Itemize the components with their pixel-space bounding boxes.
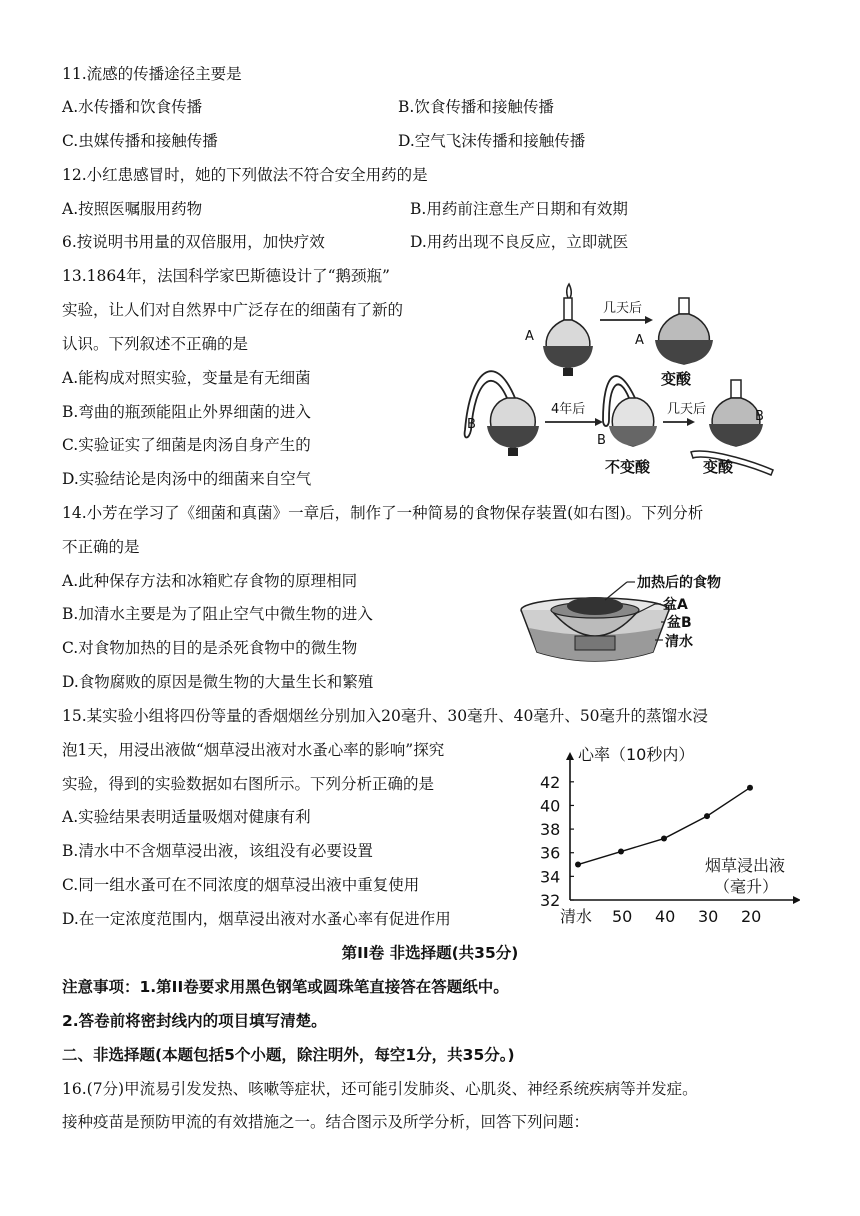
q13-option-d: D.实验结论是肉汤中的细菌来自空气	[62, 470, 312, 488]
chart-x-tick-label: 40	[655, 907, 676, 926]
section-2-title: 第II卷 非选择题(共35分)	[341, 944, 519, 962]
flask-a-after-label: A	[635, 333, 644, 348]
chart-x-label-2: （毫升）	[714, 877, 779, 896]
flask-b-label-2: B	[597, 433, 606, 448]
q15-option-a: A.实验结果表明适量吸烟对健康有利	[62, 808, 311, 826]
flask-a-label: A	[525, 329, 534, 344]
label-water: 清水	[665, 634, 693, 650]
q11-option-c: C.虫媒传播和接触传播	[62, 132, 218, 150]
chart-point	[618, 849, 624, 855]
chart-point	[575, 862, 581, 868]
chart-point	[747, 785, 753, 791]
heart-rate-chart	[530, 740, 800, 935]
flask-b-label-1: B	[467, 417, 476, 432]
arrow-days-label-1: 几天后	[603, 301, 643, 316]
chart-x-tick-label: 清水	[560, 907, 593, 926]
q15-option-d: D.在一定浓度范围内，烟草浸出液对水蚤心率有促进作用	[62, 910, 451, 928]
q12-option-b: B.用药前注意生产日期和有效期	[410, 200, 628, 218]
chart-y-tick-label: 34	[540, 867, 561, 887]
q12-option-a: A.按照医嘱服用药物	[62, 200, 203, 218]
q14-option-d: D.食物腐败的原因是微生物的大量生长和繁殖	[62, 673, 374, 691]
q16-stem-1: 16.(7分)甲流易引发发热、咳嗽等症状，还可能引发肺炎、心肌炎、神经系统疾病等并发症。	[62, 1080, 698, 1098]
chart-y-axis-arrow	[566, 752, 574, 760]
q14-stem-2: 不正确的是	[62, 538, 140, 556]
chart-series-line	[578, 788, 750, 865]
q11-stem: 11.流感的传播途径主要是	[62, 65, 242, 83]
q16-stem-2: 接种疫苗是预防甲流的有效措施之一。结合图示及所学分析，回答下列问题：	[62, 1113, 590, 1131]
swan-neck-flask-figure	[455, 280, 785, 480]
chart-axes	[540, 752, 800, 926]
section-2-note-2: 2.答卷前将密封线内的项目填写清楚。	[62, 1012, 327, 1030]
chart-x-label-1: 烟草浸出液	[705, 856, 786, 875]
part-2-title: 二、非选择题(本题包括5个小题，除注明外，每空1分，共35分。)	[62, 1046, 515, 1064]
q13-stem-2: 实验，让人们对自然界中广泛存在的细菌有了新的	[62, 301, 404, 319]
q12-option-c: 6.按说明书用量的双倍服用，加快疗效	[62, 233, 325, 251]
chart-point	[661, 836, 667, 842]
q11-option-d: D.空气飞沫传播和接触传播	[398, 132, 586, 150]
flask-a-after	[655, 298, 713, 364]
q13-stem-1: 13.1864年，法国科学家巴斯德设计了“鹅颈瓶”	[62, 267, 390, 285]
not-sour-label: 不变酸	[605, 458, 651, 476]
chart-y-tick-label: 40	[540, 796, 561, 816]
chart-y-tick-label: 36	[540, 843, 561, 863]
q15-stem-3: 实验，得到的实验数据如右图所示。下列分析正确的是	[62, 775, 435, 793]
q13-stem-3: 认识。下列叙述不正确的是	[62, 335, 249, 353]
q14-option-a: A.此种保存方法和冰箱贮存食物的原理相同	[62, 572, 358, 590]
chart-y-tick-label: 42	[540, 772, 561, 792]
q15-option-b: B.清水中不含烟草浸出液，该组没有必要设置	[62, 842, 373, 860]
q12-stem: 12.小红患感冒时，她的下列做法不符合安全用药的是	[62, 166, 428, 184]
q13-option-a: A.能构成对照实验，变量是有无细菌	[62, 369, 311, 387]
q13-option-c: C.实验证实了细菌是肉汤自身产生的	[62, 436, 311, 454]
chart-x-tick-label: 20	[741, 907, 762, 926]
food-preservation-figure	[515, 570, 745, 670]
chart-x-tick-label: 30	[698, 907, 719, 926]
label-heated-food: 加热后的食物	[637, 575, 721, 591]
q14-option-c: C.对食物加热的目的是杀死食物中的微生物	[62, 639, 358, 657]
q15-option-c: C.同一组水蚤可在不同浓度的烟草浸出液中重复使用	[62, 876, 420, 894]
label-basin-a: 盆A	[663, 597, 688, 613]
q15-stem-1: 15.某实验小组将四份等量的香烟烟丝分别加入20毫升、30毫升、40毫升、50毫升的蒸馏水浸	[62, 707, 709, 725]
arrow-days-label-2: 几天后	[667, 402, 707, 417]
chart-y-tick-label: 38	[540, 820, 561, 840]
chart-point	[704, 813, 710, 819]
chart-x-axis-arrow	[793, 896, 800, 904]
q12-option-d: D.用药出现不良反应，立即就医	[410, 233, 629, 251]
arrow-years-label: 4年后	[551, 402, 586, 417]
q11-option-b: B.饮食传播和接触传播	[398, 98, 554, 116]
section-2-note-1: 注意事项：1.第II卷要求用黑色钢笔或圆珠笔直接答在答题纸中。	[62, 978, 509, 996]
flask-b-label-3: B	[755, 409, 764, 424]
flask-b-swan-neck	[465, 371, 539, 456]
chart-y-label: 心率（10秒内）	[578, 745, 695, 764]
label-basin-b: 盆B	[667, 615, 692, 631]
flask-a-before	[543, 284, 593, 376]
chart-y-tick-label: 32	[540, 891, 561, 910]
q11-option-a: A.水传播和饮食传播	[62, 98, 203, 116]
sour-label-2: 变酸	[703, 458, 734, 476]
q15-stem-2: 泡1天，用浸出液做“烟草浸出液对水蚤心率的影响”探究	[62, 741, 445, 759]
flask-b-not-sour	[603, 376, 657, 446]
sour-label-1: 变酸	[661, 370, 692, 388]
q13-option-b: B.弯曲的瓶颈能阻止外界细菌的进入	[62, 403, 311, 421]
q14-option-b: B.加清水主要是为了阻止空气中微生物的进入	[62, 605, 373, 623]
chart-x-tick-label: 50	[612, 907, 633, 926]
q14-stem-1: 14.小芳在学习了《细菌和真菌》一章后，制作了一种简易的食物保存装置(如右图)。下列分析	[62, 504, 704, 522]
